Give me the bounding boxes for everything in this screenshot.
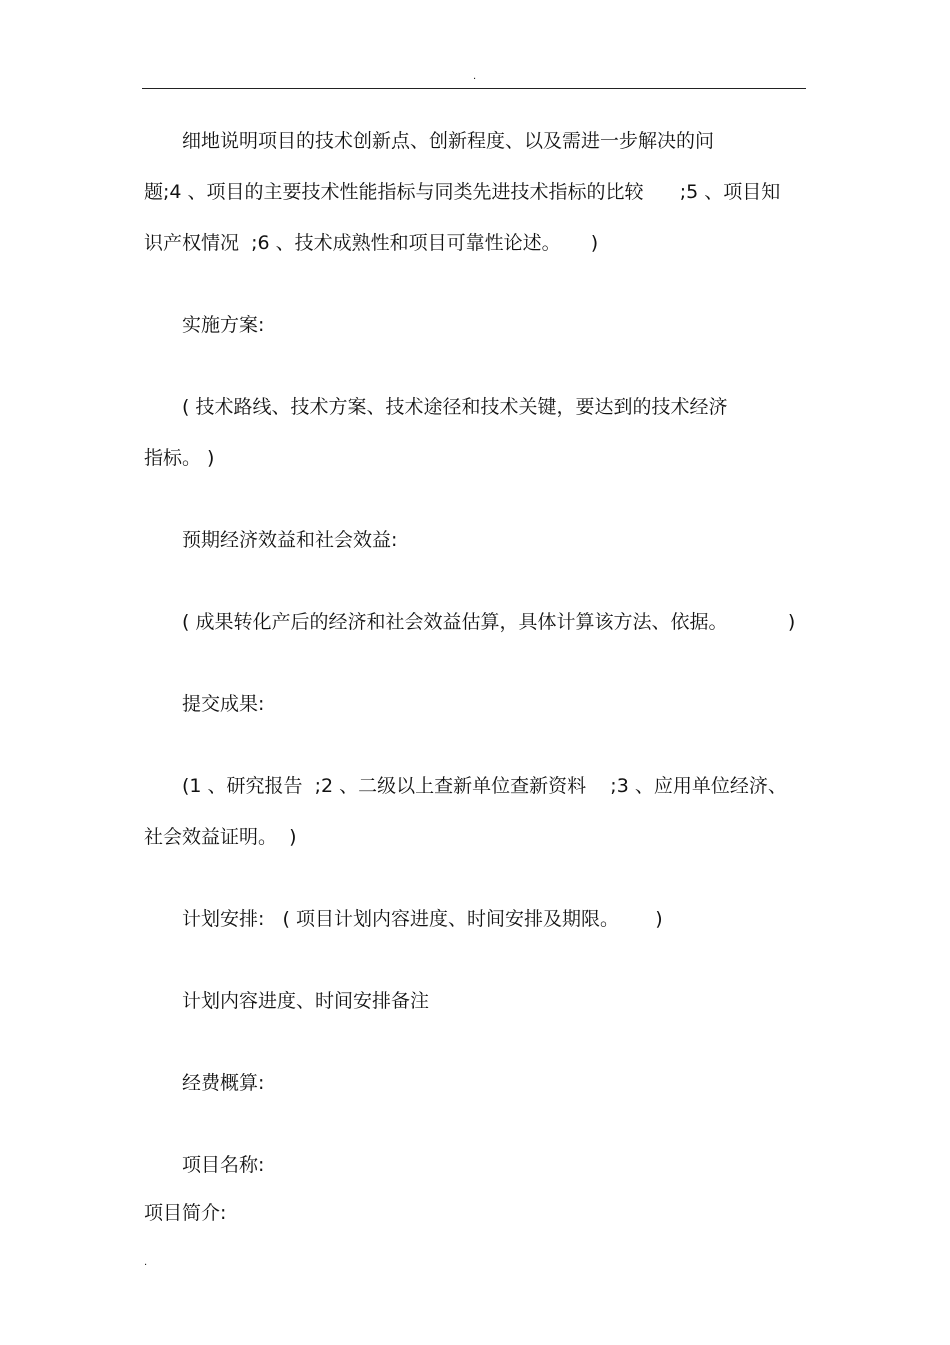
section-heading-implementation: 实施方案: xyxy=(182,314,265,336)
paragraph-line: ( 成果转化产后的经济和社会效益估算，具体计算该方法、依据。 ) xyxy=(182,611,796,633)
footer-dot: . xyxy=(144,1257,148,1268)
paragraph-line: ( 技术路线、技术方案、技术途径和技术关键，要达到的技术经济 xyxy=(182,396,728,418)
paragraph-line: 社会效益证明。 ) xyxy=(144,826,297,848)
section-heading-schedule: 计划安排: ( 项目计划内容进度、时间安排及期限。 ) xyxy=(182,908,663,930)
section-heading-deliverables: 提交成果: xyxy=(182,693,265,715)
section-heading-budget: 经费概算: xyxy=(182,1072,265,1094)
section-heading-project-name: 项目名称: xyxy=(182,1154,265,1176)
section-heading-project-summary: 项目简介: xyxy=(144,1202,227,1224)
header-dot: . xyxy=(473,71,477,82)
paragraph-line: (1 、研究报告 ;2 、二级以上查新单位查新资料 ;3 、应用单位经济、 xyxy=(182,775,787,797)
paragraph-line: 细地说明项目的技术创新点、创新程度、以及需进一步解决的问 xyxy=(182,130,715,152)
paragraph-line: 识产权情况 ;6 、技术成熟性和项目可靠性论述。 ) xyxy=(144,232,599,254)
paragraph-line: 指标。 ) xyxy=(144,447,215,469)
schedule-columns-line: 计划内容进度、时间安排备注 xyxy=(182,990,430,1012)
section-heading-benefits: 预期经济效益和社会效益: xyxy=(182,529,398,551)
paragraph-line: 题;4 、项目的主要技术性能指标与同类先进技术指标的比较 ;5 、项目知 xyxy=(144,181,781,203)
header-rule xyxy=(142,88,806,89)
